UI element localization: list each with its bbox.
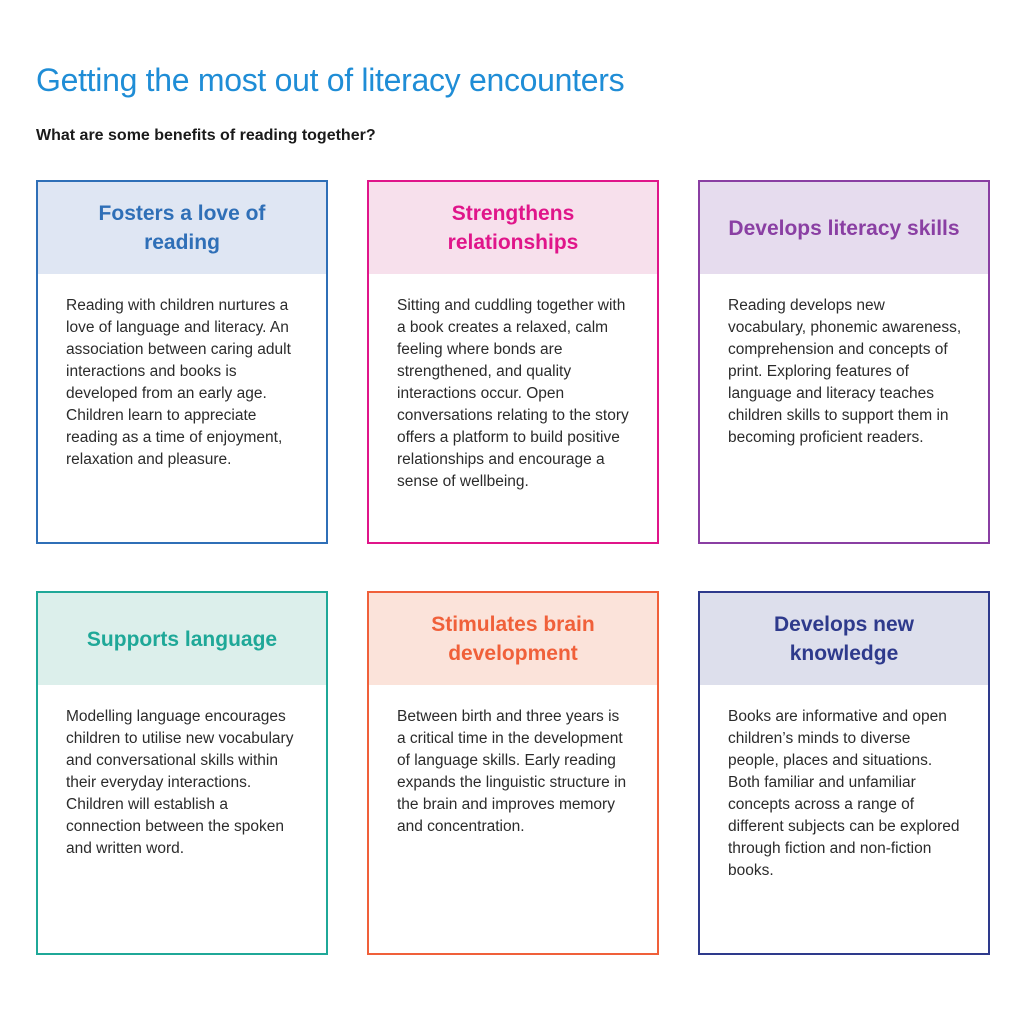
card-header — [369, 593, 657, 685]
card-title: Develops literacy skills — [728, 216, 960, 240]
card-title: Supports language — [86, 627, 278, 651]
card-title: Develops new knowledge — [773, 613, 915, 665]
card-header — [700, 182, 988, 274]
card-supports-language — [36, 591, 328, 955]
card-header — [369, 182, 657, 274]
card-body-text: Between birth and three years is a critical time in the development of language skills. Early reading expands the linguistic structure in the brain and improves memory and concentration. — [397, 708, 627, 835]
card-title: Strengthens relationships — [447, 202, 579, 254]
page-subtitle: What are some benefits of reading together? — [36, 127, 376, 144]
card-body-text: Sitting and cuddling together with a book creates a relaxed, calm feeling where bonds are strengthened, and quality interactions occur. Open conversations relating to the story offers a platform to build positive relationships and encourage a sense of wellbeing. — [397, 297, 629, 490]
card-header — [700, 593, 988, 685]
card-header — [38, 593, 326, 685]
card-body-text: Reading develops new vocabulary, phonemic awareness, comprehension and concepts of print. Exploring features of language and literacy teaches children skills to support them in becoming proficient readers. — [728, 297, 962, 446]
card-stimulates-brain-development — [367, 591, 659, 955]
card-develops-literacy-skills — [698, 180, 990, 544]
card-title: Fosters a love of reading — [98, 202, 266, 254]
card-strengthens-relationships — [367, 180, 659, 544]
card-header — [38, 182, 326, 274]
page-title: Getting the most out of literacy encounters — [36, 62, 625, 98]
card-body-text: Modelling language encourages children to utilise new vocabulary and conversational skills within their everyday interactions. Children will establish a connection between the spoken and written word. — [66, 708, 294, 857]
card-develops-new-knowledge — [698, 591, 990, 955]
card-body-text: Reading with children nurtures a love of language and literacy. An association between caring adult interactions and books is developed from an early age. Children learn to appreciate reading as a time of enjoyment, relaxation and pleasure. — [66, 297, 291, 468]
card-fosters-love-of-reading — [36, 180, 328, 544]
card-body-text: Books are informative and open children’s minds to diverse people, places and situations. Both familiar and unfamiliar concepts across a range of different subjects can be explored through fiction and non-fiction books. — [728, 708, 960, 879]
card-title: Stimulates brain development — [431, 613, 595, 665]
